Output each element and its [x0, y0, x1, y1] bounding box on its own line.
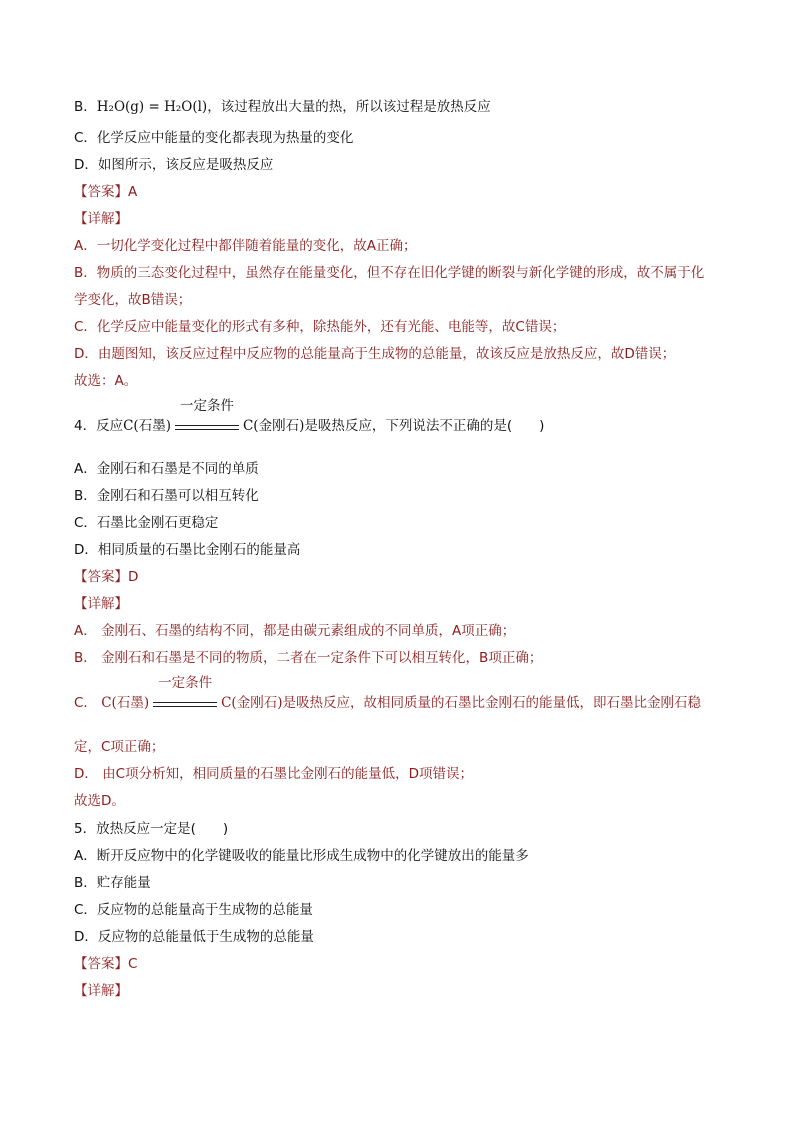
- question-4-option-c: C．石墨比金刚石更稳定: [74, 515, 219, 531]
- product-diamond: C(金刚石): [242, 418, 305, 434]
- explanation-4-b: B． 金刚石和石墨是不同的物质，二者在一定条件下可以相互转化，B项正确；: [74, 650, 543, 666]
- equals-bar: [175, 425, 239, 430]
- question-4-option-d: D．相同质量的石墨比金刚石的能量高: [74, 542, 301, 558]
- answer-5: 【答案】C: [74, 956, 138, 972]
- reaction-condition: 一定条件: [179, 398, 234, 414]
- water-formula: H₂O(g) = H₂O(l): [96, 99, 208, 115]
- explanation-3-c: C．化学反应中能量变化的形式有多种，除热能外，还有光能、电能等，故C错误；: [74, 319, 566, 335]
- option-d: D．如图所示，该反应是吸热反应: [74, 157, 274, 173]
- explanation-4-c-2: 定，C项正确；: [74, 739, 165, 755]
- question-5-option-d: D．反应物的总能量低于生成物的总能量: [74, 929, 314, 945]
- option-b-prefix: B．: [74, 99, 97, 115]
- explanation-3-b-1: B．物质的三态变化过程中，虽然存在能量变化，但不存在旧化学键的断裂与新化学键的形成，故不属于化: [74, 265, 705, 281]
- explanation-4-a: A． 金刚石、石墨的结构不同，都是由碳元素组成的不同单质，A项正确；: [74, 623, 516, 639]
- question-5: 5．放热反应一定是( ): [74, 821, 229, 837]
- question-4-option-a: A．金刚石和石墨是不同的单质: [74, 461, 259, 477]
- explanation-4-d: D． 由C项分析知，相同质量的石墨比金刚石的能量低，D项错误；: [74, 766, 474, 782]
- detail-5-heading: 【详解】: [74, 983, 128, 999]
- explanation-4-c-prefix: C．: [74, 695, 102, 711]
- reaction-arrow: [175, 398, 239, 435]
- explanation-reaction-arrow: [153, 675, 217, 712]
- reactant-graphite: C(石墨): [123, 418, 171, 434]
- answer-4: 【答案】D: [74, 569, 139, 585]
- question-5-option-c: C．反应物的总能量高于生成物的总能量: [74, 902, 313, 918]
- explanation-3-b-2: 学变化，故B错误；: [74, 292, 192, 308]
- question-4: [74, 398, 545, 435]
- detail-4-heading: 【详解】: [74, 596, 128, 612]
- question-4-option-b: B．金刚石和石墨可以相互转化: [74, 488, 259, 504]
- explanation-equals-bar: [153, 702, 217, 707]
- option-b: [74, 98, 491, 116]
- selection-4: 故选D。: [74, 793, 125, 809]
- answer-3: 【答案】A: [74, 184, 138, 200]
- question-5-option-b: B．贮存能量: [74, 875, 151, 891]
- explanation-reactant-graphite: C(石墨): [101, 695, 150, 711]
- explanation-4-c: [74, 675, 701, 712]
- selection-3: 故选：A。: [74, 373, 138, 389]
- explanation-3-d: D．由题图知，该反应过程中反应物的总能量高于生成物的总能量，故该反应是放热反应，故D错误；: [74, 346, 676, 362]
- option-b-text: ，该过程放出大量的热，所以该过程是放热反应: [207, 99, 491, 115]
- option-c: C．化学反应中能量的变化都表现为热量的变化: [74, 130, 354, 146]
- explanation-4-c-suffix: 是吸热反应，故相同质量的石墨比金刚石的能量低，即石墨比金刚石稳: [282, 695, 701, 711]
- question-5-option-a: A．断开反应物中的化学键吸收的能量比形成生成物中的化学键放出的能量多: [74, 848, 529, 864]
- explanation-product-diamond: C(金刚石): [221, 695, 283, 711]
- explanation-3-a: A．一切化学变化过程中都伴随着能量的变化，故A正确；: [74, 238, 417, 254]
- explanation-reaction-condition: 一定条件: [158, 675, 213, 691]
- question-4-suffix: 是吸热反应，下列说法不正确的是( ): [304, 418, 545, 434]
- detail-3-heading: 【详解】: [74, 211, 128, 227]
- question-4-prefix: 4．反应: [74, 418, 124, 434]
